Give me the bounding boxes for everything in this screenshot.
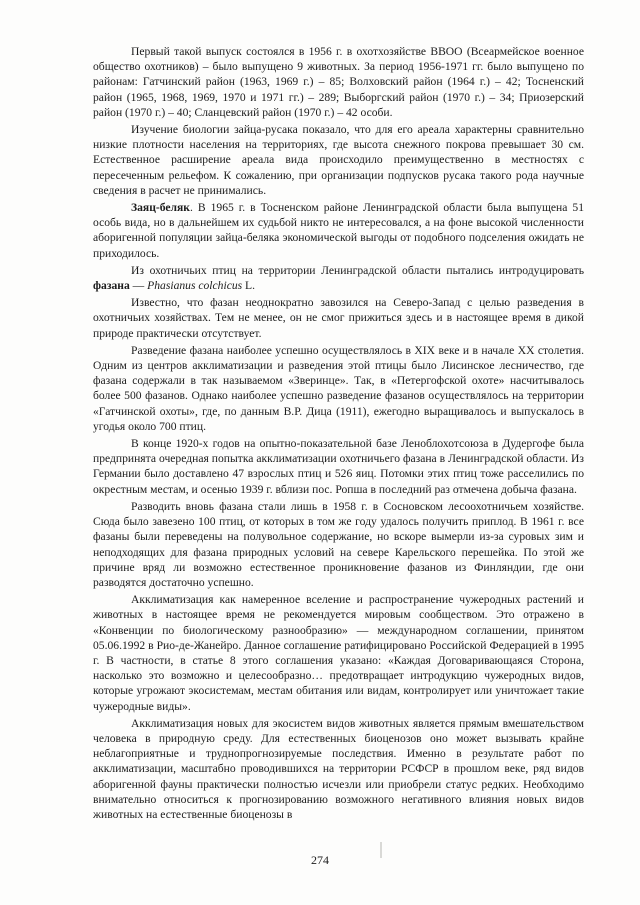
page-number: 274 <box>311 853 329 867</box>
author-abbrev: L. <box>242 279 256 293</box>
paragraph-acclimatization-convention <box>93 592 584 714</box>
paragraph-pheasant-1958 <box>93 499 584 590</box>
term-pheasant: фазана <box>93 279 130 293</box>
paragraph-acclimatization-impact <box>93 716 584 822</box>
body-text <box>93 44 584 822</box>
paragraph-hare-biology <box>93 122 584 198</box>
dash: — <box>129 279 148 293</box>
paragraph-text: Первый такой выпуск состоялся в 1956 г. в охотхозяйстве ВВОО (Всеармейское военное общество охотников) – было выпущено 9 животных. За период 1956-1971 гг. было выпущено по районам: Гатчинский район (1963, 1969 г.) – 85; Волховский район (1964 г.) – 42; Тосненский район (1965, 1968, 1969, 1970 и 1971 гг.) – 289; Выборгский район (1970 г.) – 34; Приозерский район (1970 г.) – 40; Сланцевский район (1970 г.) – 42 особи. <box>93 45 584 119</box>
paragraph-text: Из охотничьих птиц на территории Ленинградской области пытались интродуцировать <box>131 263 584 277</box>
paragraph-text: . В 1965 г. в Тосненском районе Ленинградской области была выпущена 51 особь вида, но в дальнейшем их судьбой никто не интересовался, а на фоне высокой численности аборигенной популяции зайца-беляка экономической выгоды от подобного подселения ожидать не приходилось. <box>93 201 584 260</box>
paragraph-text: Разведение фазана наиболее успешно осуществлялось в XIX веке и в начале XX столетия. Одним из центров акклиматизации и разведения этой птицы было Лисинское лесничество, где фазана содержали в так называемом «Зверинце». Так, в «Петергофской охоте» насчитывалось более 500 фазанов. Однако наиболее успешно разведение фазанов осуществлялось на территории «Гатчинской охоты», где, по данным В.Р. Дица (1911), ежегодно выращивалось и выпускалось в угодья около 700 птиц. <box>93 343 584 433</box>
paragraph-mountain-hare <box>93 200 584 261</box>
paragraph-text: Разводить вновь фазана стали лишь в 1958 г. в Сосновском лесоохотничьем хозяйстве. Сюда было завезено 100 птиц, от которых в том же году удалось получить приплод. В 1961 г. все фазаны были переведены на полувольное содержание, но вскоре вымерли из-за суровых зим и неподходящих для фазана природных условий на севере Карельского перешейка. По этой же причине вряд ли возможно естественное проникновение фазанов из Финляндии, где они разводятся достаточно успешно. <box>93 499 584 589</box>
paragraph-text: Акклиматизация новых для экосистем видов животных является прямым вмешательством человека в природную среду. Для естественных биоценозов оно может вызывать крайне неблагоприятные и труднопрогнозируемые последствия. Именно в результате работ по акклиматизации, масштабно проводившихся на территории РСФСР в прошлом веке, ряд видов аборигенной фауны практически полностью исчезли или приобрели статус редких. Необходимо внимательно относиться к прогнозированию возможного негативного влияния новых видов животных на естественные биоценозы в <box>93 716 584 821</box>
paragraph-text: Акклиматизация как намеренное вселение и распространение чужеродных растений и животных в настоящее время не рекомендуется мировым сообществом. Это отражено в «Конвенции по биологическому разнообразию» — международном соглашении, принятом 05.06.1992 в Рио-де-Жанейро. Данное соглашение ратифицировано Российской Федерацией в 1995 г. В частности, в статье 8 этого соглашения указано: «Каждая Договаривающаяся Сторона, насколько это возможно и целесообразно… предотвращает интродукцию чужеродных видов, которые угрожают экосистемам, местам обитания или видам, контролирует или уничтожает такие чужеродные виды». <box>93 593 584 713</box>
paragraph-pheasant-northwest <box>93 295 584 341</box>
paragraph-pheasant-breeding-history <box>93 343 584 434</box>
paragraph-pheasant-intro <box>93 263 584 293</box>
latin-name: Phasianus colchicus <box>147 279 243 293</box>
paragraph-hare-release-first <box>93 44 584 120</box>
paragraph-text: Известно, что фазан неоднократно завозился на Северо-Запад с целью разведения в охотничьих хозяйствах. Тем не менее, он не смог прижиться здесь и в настоящее время в дикой природе практически отсутствует. <box>93 296 584 340</box>
paragraph-pheasant-1920s <box>93 436 584 497</box>
term-mountain-hare: Заяц-беляк <box>131 201 190 215</box>
paragraph-text: В конце 1920-х годов на опытно-показательной базе Леноблохотсоюза в Дудергофе была предпринята очередная попытка акклиматизации охотничьего фазана в Ленинградской области. Из Германии было доставлено 47 взрослых птиц и 526 яиц. Потомки этих птиц тоже расселились по окрестным местам, и осенью 1939 г. вблизи пос. Ропша в последний раз отмечена добыча фазана. <box>93 437 584 496</box>
paragraph-text: Изучение биологии зайца-русака показало, что для его ареала характерны сравнительно низкие плотности населения на территориях, где высота снежного покрова превышает 30 см. Естественное расширение ареала вида происходило преимущественно в местностях с пересеченным рельефом. К сожалению, при организации подпусков русака такого рода научные сведения в расчет не принимались. <box>93 123 584 197</box>
